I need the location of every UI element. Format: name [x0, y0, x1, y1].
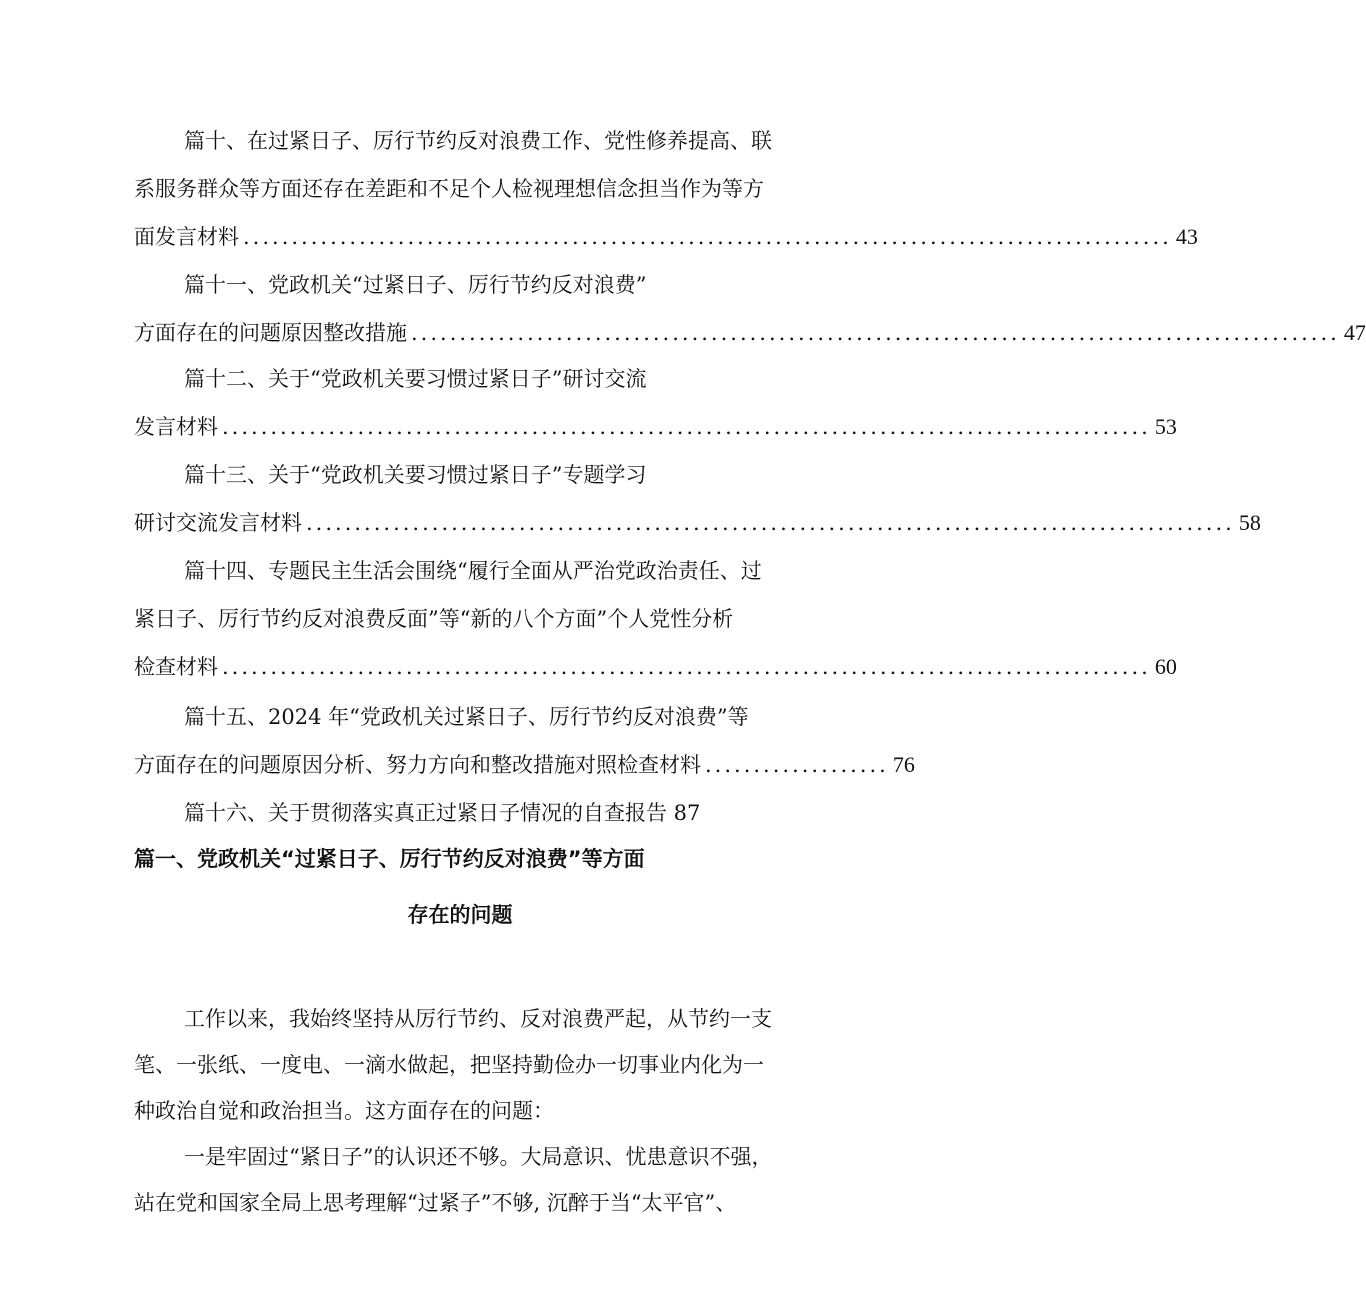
- toc-entry-13-last-row: [134, 506, 1261, 540]
- toc-entry-15-line-2: 方面存在的问题原因分析、努力方向和整改措施对照检查材料: [134, 753, 701, 777]
- toc-entry-11-page: 47: [1343, 320, 1366, 345]
- toc-entry-12-page: 53: [1154, 414, 1177, 439]
- toc-leader-dots: ................................................................................................: [306, 511, 1235, 535]
- toc-line: [0, 124, 920, 158]
- toc-entry-16-line-1: 篇十六、关于贯彻落实真正过紧日子情况的自查报告 87: [184, 801, 701, 825]
- toc-entry-13-line-2: 研讨交流发言材料: [134, 511, 302, 535]
- section-heading-line-1: 篇一、党政机关“过紧日子、厉行节约反对浪费”等方面: [134, 847, 645, 871]
- toc-entry-15-line-1: 篇十五、2024 年“党政机关过紧日子、厉行节约反对浪费”等: [184, 705, 749, 729]
- toc-entry-13-page: 58: [1238, 510, 1261, 535]
- toc-leader-dots: ................................................................................................: [222, 655, 1151, 679]
- toc-entry-14-line-2: 紧日子、厉行节约反对浪费反面”等“新的八个方面”个人党性分析: [134, 607, 734, 631]
- toc-entry-12-last-row: [134, 410, 1177, 444]
- body-paragraph-2-line-2: 站在党和国家全局上思考理解“过紧子”不够, 沉醉于当“太平官”、: [134, 1191, 737, 1215]
- section-heading-line-2: 存在的问题: [407, 903, 513, 927]
- toc-entry-12-line-1: 篇十二、关于“党政机关要习惯过紧日子”研讨交流: [184, 367, 647, 391]
- toc-entry-10-line-2: 系服务群众等方面还存在差距和不足个人检视理想信念担当作为等方: [134, 177, 764, 201]
- body-line: [0, 1048, 920, 1082]
- body-line: [0, 1094, 920, 1128]
- body-paragraph-1-line-2: 笔、一张纸、一度电、一滴水做起，把坚持勤俭办一切事业内化为一: [134, 1053, 764, 1077]
- toc-line: [0, 554, 920, 588]
- toc-line: [0, 700, 920, 734]
- body-line: [0, 1002, 920, 1036]
- toc-line: [0, 602, 920, 636]
- toc-entry-10-line-3: 面发言材料: [134, 225, 239, 249]
- body-paragraph-2-line-1: 一是牢固过“紧日子”的认识还不够。大局意识、忧患意识不强，: [184, 1145, 773, 1169]
- toc-entry-14-line-3: 检查材料: [134, 655, 218, 679]
- toc-entry-14-page: 60: [1154, 654, 1177, 679]
- toc-entry-12-line-2: 发言材料: [134, 415, 218, 439]
- toc-entry-15-last-row: [134, 748, 915, 782]
- toc-entry-14-line-1: 篇十四、专题民主生活会围绕“履行全面从严治党政治责任、过: [184, 559, 762, 583]
- toc-line: [0, 362, 920, 396]
- toc-line: [0, 796, 920, 830]
- toc-entry-11-last-row: [134, 316, 1366, 350]
- toc-entry-11-line-2: 方面存在的问题原因整改措施: [134, 321, 407, 345]
- toc-leader-dots: ................................................................................................: [411, 321, 1340, 345]
- toc-entry-10-line-1: 篇十、在过紧日子、厉行节约反对浪费工作、党性修养提高、联: [184, 129, 772, 153]
- toc-entry-14-last-row: [134, 650, 1177, 684]
- body-paragraph-1-line-3: 种政治自觉和政治担当。这方面存在的问题：: [134, 1099, 554, 1123]
- body-line: [0, 1186, 920, 1220]
- toc-entry-15-page: 76: [892, 752, 915, 777]
- body-paragraph-1-line-1: 工作以来，我始终坚持从厉行节约、反对浪费严起，从节约一支: [184, 1007, 772, 1031]
- toc-line: [0, 172, 920, 206]
- toc-entry-11-line-1: 篇十一、党政机关“过紧日子、厉行节约反对浪费”: [184, 273, 647, 297]
- toc-entry-13-line-1: 篇十三、关于“党政机关要习惯过紧日子”专题学习: [184, 463, 647, 487]
- toc-leader-dots: ................................................................................................: [222, 415, 1151, 439]
- toc-line: [0, 268, 920, 302]
- toc-entry-10-page: 43: [1175, 224, 1198, 249]
- toc-line: [0, 458, 920, 492]
- body-line: [0, 1140, 920, 1174]
- toc-leader-dots: ...................: [705, 753, 889, 777]
- toc-entry-10-last-row: [134, 220, 1198, 254]
- toc-leader-dots: ................................................................................................: [243, 225, 1172, 249]
